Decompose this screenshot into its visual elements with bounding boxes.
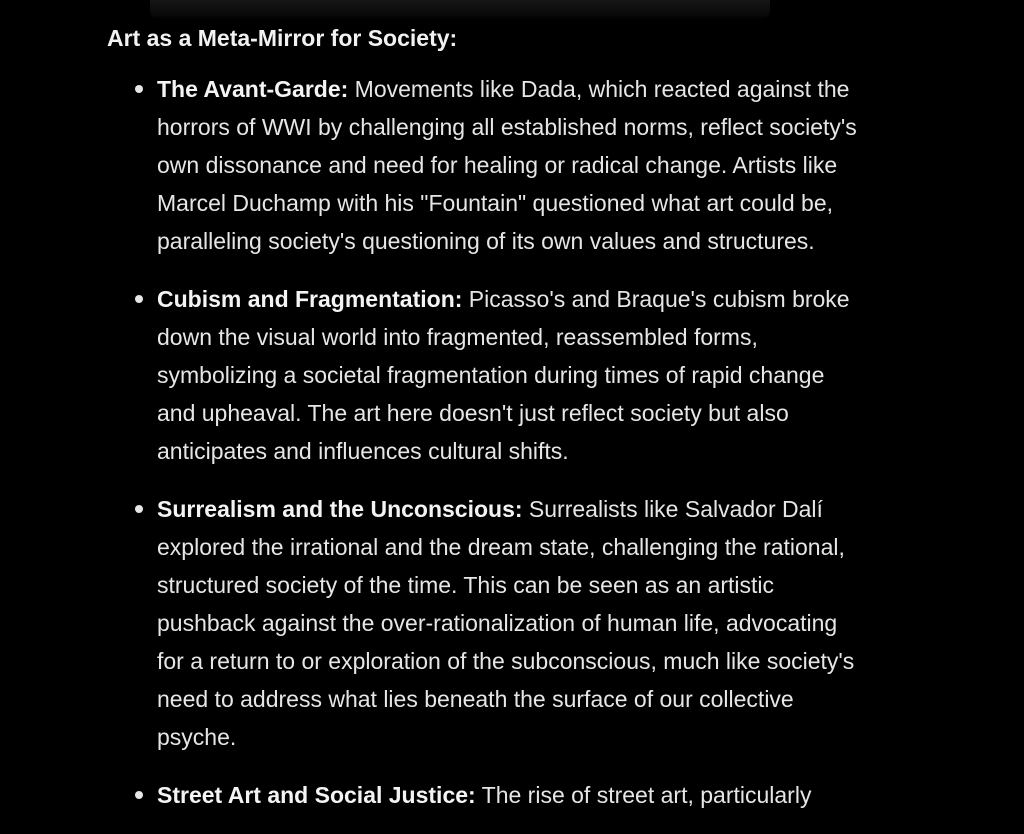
bullet-list xyxy=(107,70,967,814)
list-item xyxy=(107,490,967,756)
list-item-body: The rise of street art, particularly xyxy=(475,782,812,808)
top-scroll-fade xyxy=(150,0,770,20)
section-heading: Art as a Meta-Mirror for Society: xyxy=(107,25,458,51)
bullet-dot-icon xyxy=(135,295,143,303)
list-item-title: Cubism and Fragmentation: xyxy=(157,286,463,312)
bullet-dot-icon xyxy=(135,85,143,93)
list-item-body: Surrealists like Salvador Dalí explored the irrational and the dream state, challenging the rational, structured society of the time. This can be seen as an artistic pushback against the over-rationalization of human life, advocating for a return to or exploration of the subconscious, much like society's need to address what lies beneath the surface of our collective psyche. xyxy=(157,496,855,750)
bullet-dot-icon xyxy=(135,791,143,799)
list-item-body: Picasso's and Braque's cubism broke down the visual world into fragmented, reassembled forms, symbolizing a societal fragmentation during times of rapid change and upheaval. The art here doesn't just reflect society but also anticipates and influences cultural shifts. xyxy=(157,286,850,464)
list-item-title: The Avant-Garde: xyxy=(157,76,349,102)
message-content xyxy=(107,20,967,834)
list-item-body: Movements like Dada, which reacted against the horrors of WWI by challenging all established norms, reflect society's own dissonance and need for healing or radical change. Artists like Marcel Duchamp with his "Fountain" questioned what art could be, paralleling society's questioning of its own values and structures. xyxy=(157,76,857,254)
list-item-title: Street Art and Social Justice: xyxy=(157,782,476,808)
list-item xyxy=(107,70,967,260)
list-item xyxy=(107,280,967,470)
bullet-dot-icon xyxy=(135,505,143,513)
list-item xyxy=(107,776,967,814)
list-item-title: Surrealism and the Unconscious: xyxy=(157,496,523,522)
